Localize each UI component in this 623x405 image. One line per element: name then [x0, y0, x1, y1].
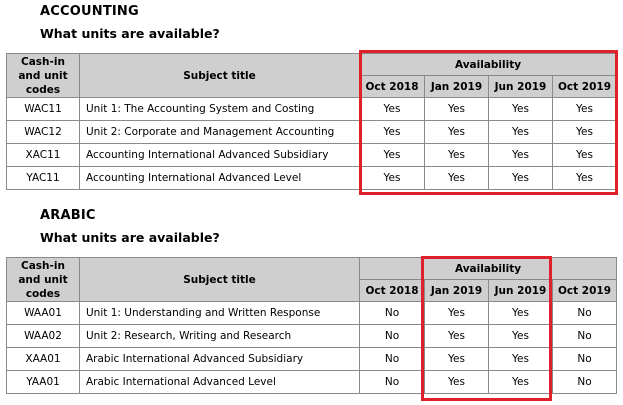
subject-header: Subject title — [80, 258, 360, 302]
session-header: Oct 2019 — [553, 76, 617, 98]
availability-cell: Yes — [425, 348, 489, 371]
availability-header: Availability — [360, 54, 617, 76]
subject-title: Unit 1: Understanding and Written Response — [80, 302, 360, 325]
session-header: Oct 2019 — [553, 280, 617, 302]
code-header: Cash-in and unit codes — [7, 258, 80, 302]
unit-code: WAA01 — [7, 302, 80, 325]
availability-cell: Yes — [489, 348, 553, 371]
unit-code: XAC11 — [7, 144, 80, 167]
subject-title: Arabic International Advanced Level — [80, 371, 360, 394]
availability-cell: Yes — [360, 167, 425, 190]
code-header: Cash-in and unit codes — [7, 54, 80, 98]
session-header: Jun 2019 — [489, 280, 553, 302]
unit-code: YAA01 — [7, 371, 80, 394]
availability-cell: No — [360, 325, 425, 348]
availability-cell: Yes — [425, 167, 489, 190]
subject-title: Unit 2: Research, Writing and Research — [80, 325, 360, 348]
section-title: ARABIC — [40, 208, 96, 223]
section-subtitle: What units are available? — [40, 26, 220, 41]
units-table — [6, 257, 617, 394]
availability-cell: Yes — [489, 144, 553, 167]
availability-cell: Yes — [425, 98, 489, 121]
availability-cell: Yes — [489, 98, 553, 121]
header-row — [7, 54, 617, 76]
table-row — [7, 371, 617, 394]
availability-cell: Yes — [360, 121, 425, 144]
availability-cell: Yes — [553, 121, 617, 144]
unit-code: YAC11 — [7, 167, 80, 190]
subject-title: Accounting International Advanced Level — [80, 167, 360, 190]
unit-code: WAC11 — [7, 98, 80, 121]
availability-cell: Yes — [360, 98, 425, 121]
availability-cell: Yes — [360, 144, 425, 167]
availability-cell: Yes — [489, 121, 553, 144]
availability-cell: No — [553, 348, 617, 371]
availability-cell: No — [553, 325, 617, 348]
section-subtitle: What units are available? — [40, 230, 220, 245]
table-row — [7, 121, 617, 144]
availability-cell: Yes — [425, 371, 489, 394]
unit-code: XAA01 — [7, 348, 80, 371]
availability-cell: No — [553, 302, 617, 325]
subject-header: Subject title — [80, 54, 360, 98]
table-row — [7, 144, 617, 167]
availability-cell: Yes — [425, 302, 489, 325]
availability-cell: No — [360, 371, 425, 394]
availability-cell: Yes — [489, 371, 553, 394]
header-row — [7, 258, 617, 280]
subject-title: Accounting International Advanced Subsidiary — [80, 144, 360, 167]
availability-cell: Yes — [489, 302, 553, 325]
subject-title: Arabic International Advanced Subsidiary — [80, 348, 360, 371]
availability-cell: Yes — [425, 325, 489, 348]
availability-cell: No — [360, 348, 425, 371]
session-header: Oct 2018 — [360, 76, 425, 98]
session-header: Jan 2019 — [425, 280, 489, 302]
availability-cell: Yes — [425, 144, 489, 167]
session-header: Jan 2019 — [425, 76, 489, 98]
section-title: ACCOUNTING — [40, 4, 139, 19]
subject-title: Unit 1: The Accounting System and Costing — [80, 98, 360, 121]
units-table — [6, 53, 617, 190]
table-row — [7, 98, 617, 121]
table-row — [7, 325, 617, 348]
availability-cell: Yes — [489, 167, 553, 190]
availability-cell: Yes — [489, 325, 553, 348]
availability-cell: No — [360, 302, 425, 325]
availability-cell: Yes — [553, 167, 617, 190]
table-row — [7, 348, 617, 371]
unit-code: WAA02 — [7, 325, 80, 348]
availability-cell: Yes — [425, 121, 489, 144]
subject-title: Unit 2: Corporate and Management Accounting — [80, 121, 360, 144]
availability-header: Availability — [360, 258, 617, 280]
table-row — [7, 302, 617, 325]
session-header: Jun 2019 — [489, 76, 553, 98]
table-row — [7, 167, 617, 190]
availability-cell: Yes — [553, 144, 617, 167]
unit-code: WAC12 — [7, 121, 80, 144]
availability-cell: Yes — [553, 98, 617, 121]
session-header: Oct 2018 — [360, 280, 425, 302]
availability-cell: No — [553, 371, 617, 394]
